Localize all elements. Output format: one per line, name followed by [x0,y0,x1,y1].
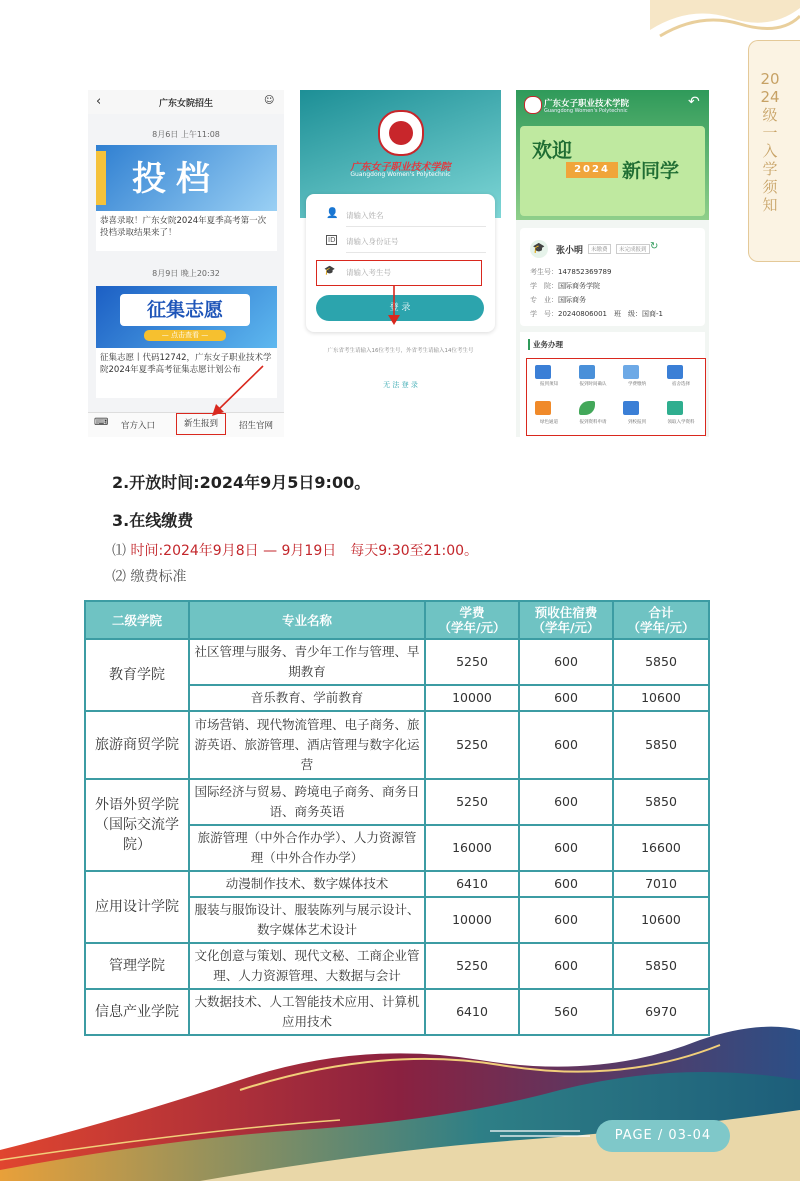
item-label: 到校报到 [628,420,646,425]
info-row: 学 院：国际商务学院 [530,282,600,290]
open-time-heading: 2.开放时间:2024年9月5日9:00。 [112,473,371,492]
tuition-cell: 5250 [425,639,519,685]
total-cell: 7010 [613,871,709,897]
school-name: 广东女子职业技术学院 [544,99,630,109]
total-cell: 10600 [613,897,709,943]
table-row [85,639,709,685]
total-cell: 5850 [613,711,709,779]
graduation-icon[interactable] [667,401,683,415]
back-icon[interactable]: ‹ [96,94,102,109]
login-button[interactable]: 登 录 [316,295,484,321]
tuition-cell: 5250 [425,943,519,989]
fee-table [84,600,710,1036]
college-cell: 信息产业学院 [85,989,189,1035]
college-cell: 旅游商贸学院 [85,711,189,779]
student-name: 张小明 [556,246,584,256]
lodging-cell: 600 [519,897,613,943]
banner-title: 投档 [132,159,220,199]
major-cell: 服装与服饰设计、服装陈列与展示设计、数字媒体艺术设计 [189,897,425,943]
dorm-icon[interactable] [667,365,683,379]
item-label: 绿色通道 [540,420,558,425]
user-icon: 👤 [326,208,339,219]
tuition-cell: 6410 [425,989,519,1035]
item-label: 宿舍选择 [672,382,690,387]
total-cell: 10600 [613,685,709,711]
page-number: PAGE / 03-04 [596,1120,730,1152]
fee-standard-label: ⑵ 缴费标准 [112,569,187,585]
business-title: 业务办理 [528,339,563,350]
message-time: 8月9日 晚上20:32 [152,269,220,278]
lodging-cell: 600 [519,711,613,779]
name-input[interactable]: 请输入姓名 [346,210,486,227]
online-payment-heading: 3.在线缴费 [112,511,194,530]
college-cell: 应用设计学院 [85,871,189,943]
menu-official[interactable]: 官方入口 [121,421,156,431]
major-cell: 国际经济与贸易、跨境电子商务、商务日语、商务英语 [189,779,425,825]
side-tab-text: 2024级一入学须知 [760,70,780,214]
school-name-en: Guangdong Women's Polytechnic [350,171,451,178]
article-banner[interactable] [96,286,277,348]
new-students-text: 新同学 [622,160,680,182]
welcome-banner [520,126,705,216]
back-arrow-icon[interactable]: ↶ [688,94,700,110]
major-cell: 旅游管理（中外合作办学）、人力资源管理（中外合作办学） [189,825,425,871]
tuition-cell: 6410 [425,871,519,897]
item-label: 报到须知 [540,382,558,387]
tuition-cell: 10000 [425,897,519,943]
id-card-icon: ID [328,236,336,244]
tuition-cell: 16000 [425,825,519,871]
nav-title: 广东女院招生 [158,99,213,109]
item-label: 报到资料申请 [579,420,607,425]
screenshot-dashboard [516,90,709,437]
lodging-cell: 600 [519,943,613,989]
tuition-cell: 5250 [425,779,519,825]
school-logo [524,96,542,114]
school-name: 广东女子职业技术学院 [350,162,451,173]
total-cell: 5850 [613,779,709,825]
major-cell: 社区管理与服务、青少年工作与管理、早期教育 [189,639,425,685]
business-grid [526,358,706,436]
leaf-icon[interactable] [579,401,595,415]
guide-icon[interactable] [535,365,551,379]
lodging-cell: 600 [519,825,613,871]
keyboard-icon[interactable]: ⌨ [94,417,109,428]
red-arrow [384,285,404,325]
item-label: 报到时间确认 [579,382,607,387]
lodging-cell: 600 [519,685,613,711]
major-cell: 动漫制作技术、数字媒体技术 [189,871,425,897]
payment-time: 时间:2024年9月8日 — 9月19日 每天9:30至21:00。 [130,543,479,559]
header-total: 合计 （学年/元） [613,601,709,639]
cannot-login-link[interactable]: 无 法 登 录 [383,381,418,389]
table-row [85,943,709,989]
banner-sub: — 点击查看 — [144,330,226,341]
major-cell: 音乐教育、学前教育 [189,685,425,711]
message-time: 8月6日 上午11:08 [152,130,220,139]
school-name-en: Guangdong Women's Polytechnic [544,108,628,114]
item-label: 领取入学资料 [667,420,695,425]
table-header-row [85,601,709,639]
table-row [85,711,709,779]
exam-number-input[interactable]: 请输入考生号 [346,268,391,277]
bottom-wave-decoration [0,1020,800,1181]
status-badge: 未完成报到 [616,244,650,254]
building-icon[interactable] [623,401,639,415]
total-cell: 16600 [613,825,709,871]
item-label: 学费缴纳 [628,382,646,387]
lodging-cell: 600 [519,871,613,897]
header-lodging: 预收住宿费 （学年/元） [519,601,613,639]
article-caption[interactable]: 征集志愿丨代码12742，广东女子职业技术学院2024年夏季高考征集志愿计划公布 [96,348,277,398]
major-cell: 市场营销、现代物流管理、电子商务、旅游英语、旅游管理、酒店管理与数字化运营 [189,711,425,779]
graduation-cap-icon: 🎓 [324,266,336,276]
red-arrow [208,362,268,418]
menu-admission-site[interactable]: 招生官网 [239,421,274,431]
lodging-cell: 600 [519,639,613,685]
student-info [530,265,663,321]
college-cell: 管理学院 [85,943,189,989]
major-cell: 大数据技术、人工智能技术应用、计算机应用技术 [189,989,425,1035]
total-cell: 6970 [613,989,709,1035]
green-channel-icon[interactable] [535,401,551,415]
avatar-icon: 🎓 [530,240,548,258]
major-cell: 文化创意与策划、现代文秘、工商企业管理、人力资源管理、大数据与会计 [189,943,425,989]
college-cell: 外语外贸学院（国际交流学院） [85,779,189,871]
school-logo [378,110,424,156]
menu-new-student[interactable]: 新生报到 [176,413,226,435]
exam-number-highlight [316,260,482,286]
tuition-cell: 5250 [425,711,519,779]
screenshot-wechat [88,90,284,437]
top-wave-decoration [650,0,800,40]
payment-icon[interactable] [623,365,639,379]
welcome-text: 欢迎 [532,138,572,162]
header-college: 二级学院 [85,601,189,639]
info-row: 学 号：20240806001 班 级：国商-1 [530,310,663,318]
article-caption[interactable]: 恭喜录取！广东女院2024年夏季高考第一次投档录取结果来了！ [96,211,277,251]
total-cell: 5850 [613,639,709,685]
table-row [85,871,709,897]
year-badge: 2024 [566,162,618,178]
refresh-icon[interactable]: ↻ [650,241,659,252]
banner-title: 征集志愿 [120,294,250,326]
id-input[interactable]: 请输入身份证号 [346,236,486,253]
user-icon[interactable]: ☺ [264,95,275,106]
info-row: 专 业：国际商务 [530,296,586,304]
article-banner[interactable] [96,145,277,211]
tuition-cell: 10000 [425,685,519,711]
college-cell: 教育学院 [85,639,189,711]
info-row: 考生号：147852369789 [530,268,612,276]
calendar-icon[interactable] [579,365,595,379]
list-marker: ⑴ [112,543,131,559]
login-note: 广东省考生请输入16位考生号，外省考生请输入14位考生号 [327,348,474,354]
lodging-cell: 560 [519,989,613,1035]
header-major: 专业名称 [189,601,425,639]
lodging-cell: 600 [519,779,613,825]
header-tuition: 学费 （学年/元） [425,601,519,639]
payment-time-line [112,540,478,560]
table-row [85,779,709,825]
status-badge: 未缴费 [588,244,611,254]
total-cell: 5850 [613,943,709,989]
screenshot-login [300,90,501,437]
